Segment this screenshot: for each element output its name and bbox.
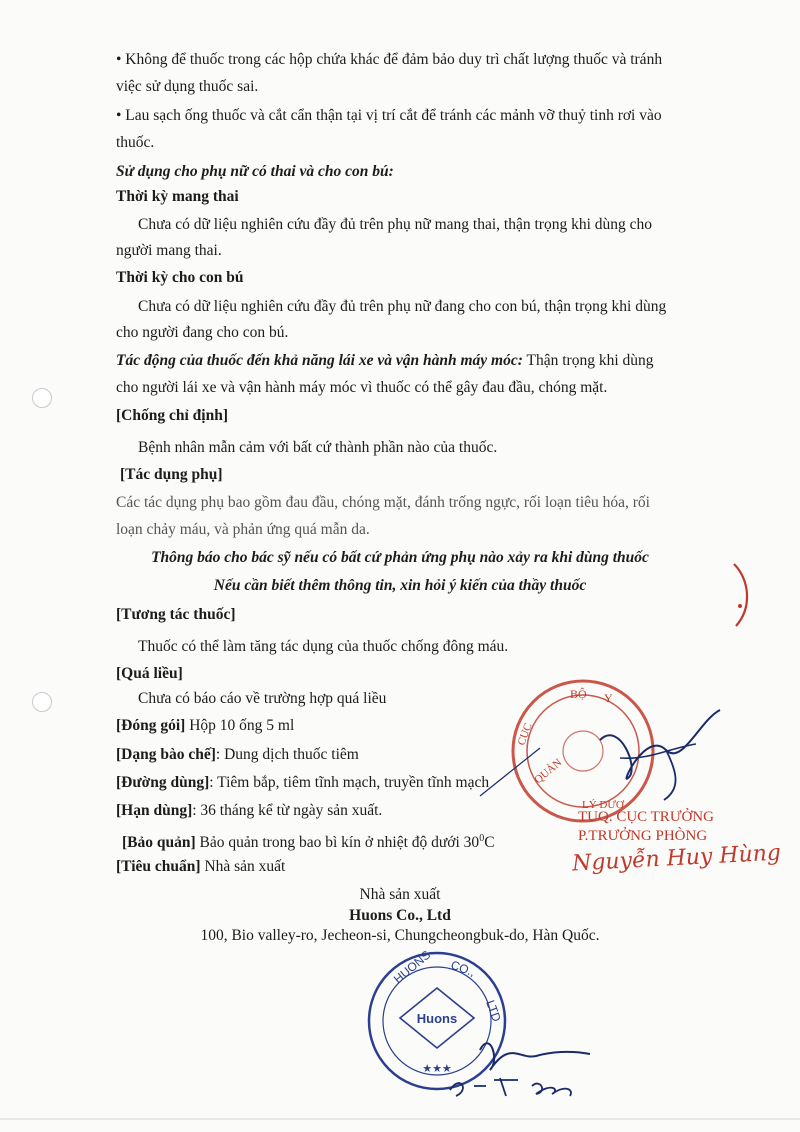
overdose-heading: [Quá liều] — [116, 665, 183, 682]
approval-line-2: P.TRƯỞNG PHÒNG — [578, 828, 708, 844]
detail-label: [Tiêu chuẩn] — [116, 858, 201, 875]
manufacturer-label: Nhà sản xuất — [359, 886, 441, 903]
detail-storage — [122, 829, 495, 853]
side-effects-text-line-2: loạn chảy máu, và phản ứng quá mẫn da. — [116, 521, 370, 538]
degree-superscript: 0 — [479, 833, 485, 844]
driving-heading: Tác động của thuốc đến khả năng lái xe và vận hành máy móc: — [116, 352, 523, 369]
svg-text:QUẢN: QUẢN — [532, 756, 565, 787]
pregnancy-heading: Sử dụng cho phụ nữ có thai và cho con bú: — [116, 163, 394, 180]
detail-value: : Tiêm bắp, tiêm tĩnh mạch, truyền tĩnh mạch — [209, 774, 490, 791]
driving-text-part-1: Thận trọng khi dùng — [522, 352, 654, 369]
svg-text:HUONS: HUONS — [390, 947, 434, 987]
svg-text:Huons: Huons — [416, 1011, 458, 1026]
svg-text:LTD: LTD — [483, 998, 504, 1024]
interactions-heading: [Tương tác thuốc] — [116, 606, 236, 623]
driving-text-line-2: cho người lái xe và vận hành máy móc vì thuốc có thể gây đau đầu, chóng mặt. — [116, 379, 608, 396]
svg-text:LÝ DƯỢ: LÝ DƯỢ — [582, 799, 624, 811]
detail-packaging — [116, 716, 294, 736]
storage-bullet-1-line-2: việc sử dụng thuốc sai. — [116, 78, 259, 95]
detail-route — [116, 773, 489, 793]
lactation-text-line-2: cho người đang cho con bú. — [116, 324, 289, 341]
detail-value: Nhà sản xuất — [200, 858, 286, 875]
manufacturer-address: 100, Bio valley-ro, Jecheon-si, Chungcheongbuk-do, Hàn Quốc. — [200, 927, 600, 944]
storage-bullet-2-line-2: thuốc. — [116, 134, 155, 151]
approval-stamp-text — [578, 808, 758, 846]
lactation-title: Thời kỳ cho con bú — [116, 269, 244, 286]
contraindications-heading: [Chống chỉ định] — [116, 407, 228, 424]
punch-hole-top — [32, 388, 52, 408]
side-effects-text-line-1: Các tác dụng phụ bao gồm đau đầu, chóng mặt, đánh trống ngực, rối loạn tiêu hóa, rối — [116, 494, 650, 511]
detail-label: [Bảo quản] — [122, 834, 196, 852]
detail-dosage-form — [116, 745, 359, 765]
contraindications-text: Bệnh nhân mẫn cảm với bất cứ thành phần nào của thuốc. — [138, 439, 498, 456]
company-signature — [440, 1030, 620, 1100]
svg-text:CỤC: CỤC — [515, 721, 535, 748]
punch-hole-bottom — [32, 692, 52, 712]
detail-label: [Dạng bào chế] — [116, 746, 216, 763]
pregnant-title: Thời kỳ mang thai — [116, 188, 239, 205]
interactions-text: Thuốc có thể làm tăng tác dụng của thuốc chống đông máu. — [138, 638, 509, 655]
pregnant-text-line-2: người mang thai. — [116, 242, 222, 259]
page-bottom-edge — [0, 1118, 800, 1120]
approval-signer-name: Nguyễn Huy Hùng — [571, 840, 782, 877]
manufacturer-name: Huons Co., Ltd — [349, 907, 451, 924]
detail-value: Bảo quản trong bao bì kín ở nhiệt độ dưới 30 — [195, 834, 480, 852]
detail-label: [Đóng gói] — [116, 717, 186, 734]
detail-value: : Dung dịch thuốc tiêm — [215, 746, 359, 763]
pregnant-text-line-1: Chưa có dữ liệu nghiên cứu đầy đủ trên phụ nữ mang thai, thận trọng khi dùng cho — [138, 216, 653, 233]
side-effects-heading: [Tác dụng phụ] — [120, 466, 223, 483]
svg-text:Y: Y — [604, 691, 613, 705]
svg-text:CO.,: CO., — [448, 957, 477, 980]
detail-label: [Hạn dùng] — [116, 802, 193, 819]
detail-value: Hộp 10 ống 5 ml — [185, 717, 295, 734]
approval-signature-scribble — [470, 700, 730, 810]
detail-unit: C — [484, 834, 495, 852]
side-effects-notice-1: Thông báo cho bác sỹ nếu có bất cứ phản ứng phụ nào xảy ra khi dùng thuốc — [151, 549, 649, 566]
svg-text:★★★: ★★★ — [422, 1062, 452, 1075]
detail-value: : 36 tháng kể từ ngày sản xuất. — [192, 802, 383, 819]
lactation-text-line-1: Chưa có dữ liệu nghiên cứu đầy đủ trên phụ nữ đang cho con bú, thận trọng khi dùng — [138, 298, 667, 315]
driving-paragraph-line-1 — [116, 351, 654, 371]
storage-bullet-1-line-1: • Không để thuốc trong các hộp chứa khác để đảm bảo duy trì chất lượng thuốc và tránh — [116, 51, 663, 68]
overdose-text: Chưa có báo cáo về trường hợp quá liều — [138, 690, 387, 707]
approval-line-1: TUQ. CỤC TRƯỞNG — [578, 809, 714, 825]
detail-standard — [116, 857, 285, 877]
svg-text:BỘ: BỘ — [570, 687, 587, 701]
storage-bullet-2-line-1: • Lau sạch ống thuốc và cắt cẩn thận tại vị trí cắt để tránh các mảnh vỡ thuỷ tinh rơi vào — [116, 107, 662, 124]
side-effects-notice-2: Nếu cần biết thêm thông tin, xin hỏi ý kiến của thầy thuốc — [213, 577, 587, 594]
detail-expiry — [116, 801, 382, 821]
detail-label: [Đường dùng] — [116, 774, 210, 791]
